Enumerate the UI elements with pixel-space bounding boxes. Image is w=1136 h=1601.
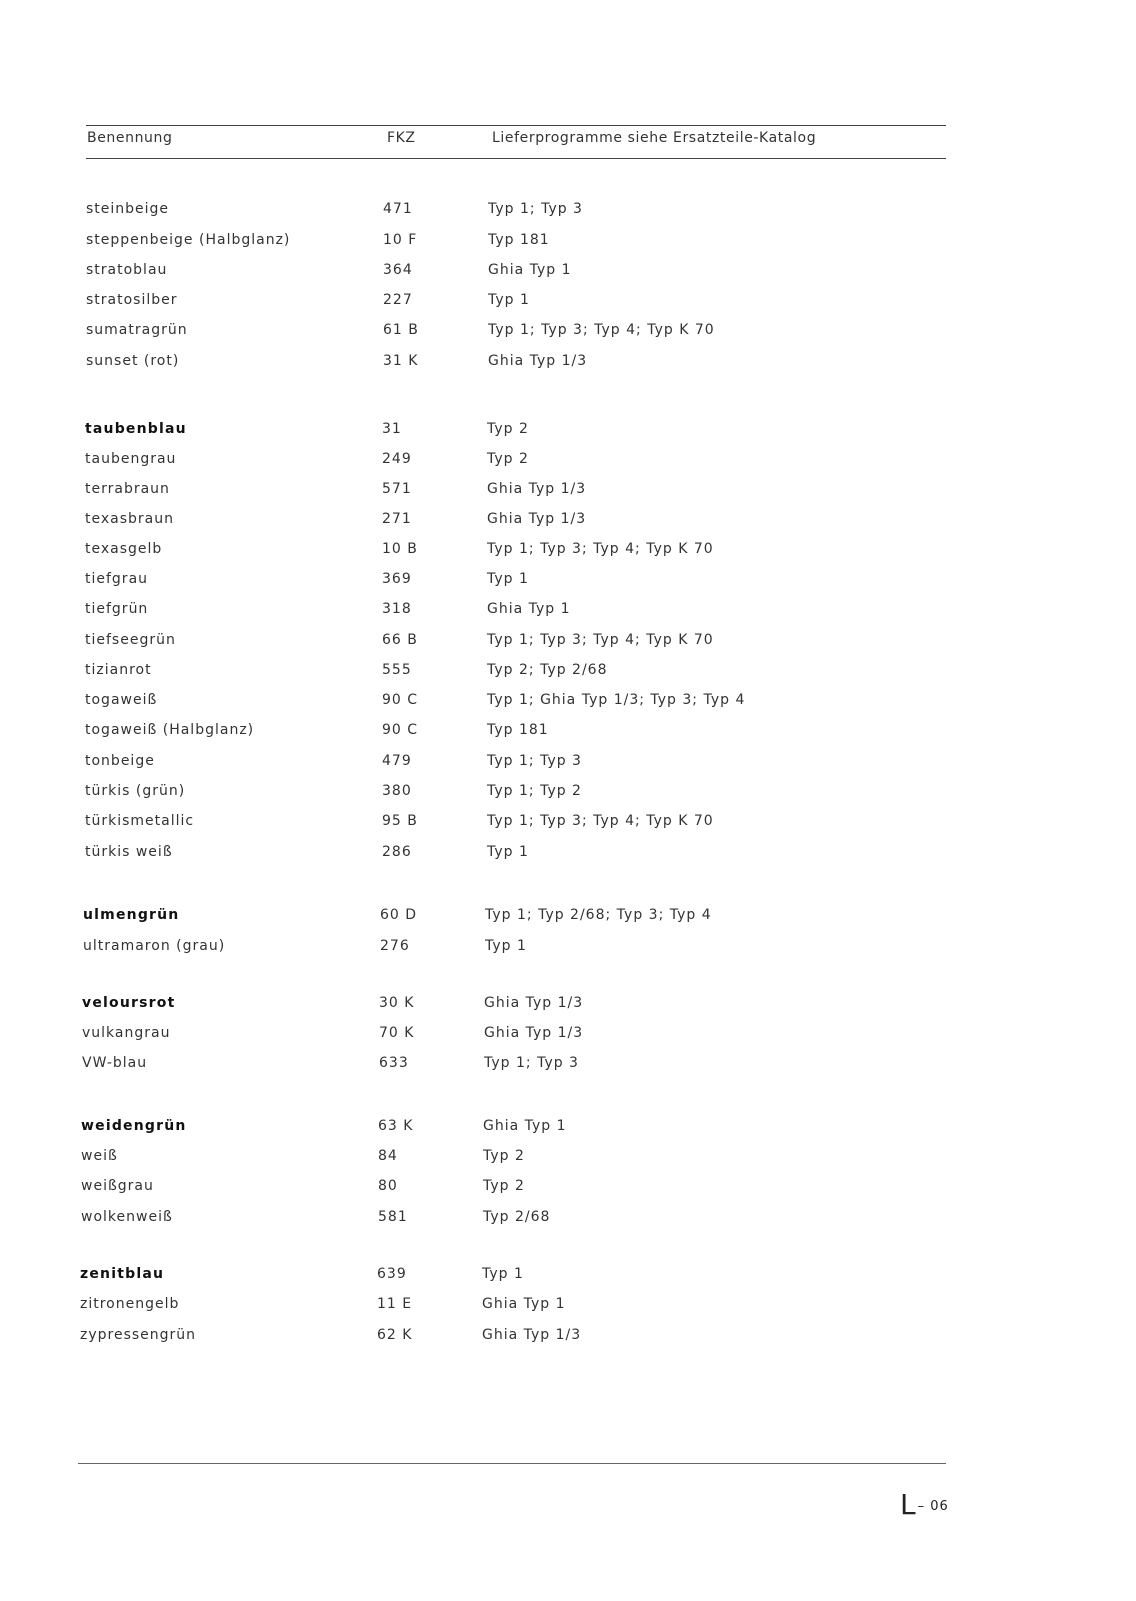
delivery-program: Typ 181	[487, 722, 549, 738]
color-code: 581	[378, 1209, 408, 1225]
color-code: 318	[382, 601, 412, 617]
delivery-program: Typ 2	[483, 1148, 525, 1164]
table-row	[80, 1327, 930, 1349]
color-code: 369	[382, 571, 412, 587]
table-row	[85, 481, 935, 503]
color-name: tiefgrau	[85, 571, 149, 587]
delivery-program: Typ 1; Typ 2	[487, 783, 582, 799]
page-suffix: – 06	[917, 1498, 949, 1514]
delivery-program: Typ 1; Typ 3; Typ 4; Typ K 70	[487, 813, 714, 829]
color-name: türkismetallic	[85, 813, 195, 829]
delivery-program: Typ 1; Typ 3	[487, 753, 582, 769]
color-name: terrabraun	[85, 481, 170, 497]
table-row	[85, 601, 935, 623]
color-code: 364	[383, 262, 413, 278]
table-row	[82, 1025, 932, 1047]
color-code: 555	[382, 662, 412, 678]
table-row	[86, 292, 936, 314]
column-header-program: Lieferprogramme siehe Ersatzteile-Katalog	[492, 130, 817, 146]
table-row	[85, 692, 935, 714]
delivery-program: Typ 1	[482, 1266, 524, 1282]
delivery-program: Typ 1	[487, 844, 529, 860]
delivery-program: Ghia Typ 1	[488, 262, 572, 278]
table-row	[81, 1148, 931, 1170]
column-header-name: Benennung	[87, 130, 173, 146]
delivery-program: Ghia Typ 1/3	[482, 1327, 582, 1343]
color-code: 276	[380, 938, 410, 954]
delivery-program: Typ 1; Ghia Typ 1/3; Typ 3; Typ 4	[487, 692, 746, 708]
bottom-rule	[78, 1463, 946, 1464]
delivery-program: Ghia Typ 1/3	[487, 511, 587, 527]
color-name: sunset (rot)	[86, 353, 180, 369]
color-code: 10 F	[383, 232, 418, 248]
table-row	[86, 322, 936, 344]
table-row	[85, 844, 935, 866]
color-code: 95 B	[382, 813, 418, 829]
delivery-program: Typ 2	[487, 451, 529, 467]
table-row	[86, 353, 936, 375]
table-row	[85, 722, 935, 744]
color-code: 90 C	[382, 722, 419, 738]
section-letter: L	[900, 1488, 916, 1521]
delivery-program: Typ 2	[487, 421, 529, 437]
color-code: 63 K	[378, 1118, 414, 1134]
color-name: taubenblau	[85, 421, 187, 437]
delivery-program: Typ 1; Typ 3; Typ 4; Typ K 70	[487, 632, 714, 648]
table-row	[83, 938, 933, 960]
delivery-program: Ghia Typ 1/3	[487, 481, 587, 497]
delivery-program: Typ 2	[483, 1178, 525, 1194]
color-name: taubengrau	[85, 451, 177, 467]
color-name: togaweiß (Halbglanz)	[85, 722, 255, 738]
top-rule	[86, 125, 946, 126]
color-name: zitronengelb	[80, 1296, 180, 1312]
table-row	[86, 232, 936, 254]
delivery-program: Ghia Typ 1/3	[484, 995, 584, 1011]
color-name: VW-blau	[82, 1055, 148, 1071]
color-code: 633	[379, 1055, 409, 1071]
table-row	[85, 421, 935, 443]
table-row	[85, 783, 935, 805]
table-row	[81, 1118, 931, 1140]
color-code: 380	[382, 783, 412, 799]
delivery-program: Typ 1; Typ 3; Typ 4; Typ K 70	[487, 541, 714, 557]
color-code: 271	[382, 511, 412, 527]
delivery-program: Typ 1	[485, 938, 527, 954]
table-row	[86, 201, 936, 223]
delivery-program: Typ 2/68	[483, 1209, 551, 1225]
color-code: 90 C	[382, 692, 419, 708]
color-name: tizianrot	[85, 662, 152, 678]
color-name: togaweiß	[85, 692, 158, 708]
color-code: 571	[382, 481, 412, 497]
color-code: 10 B	[382, 541, 418, 557]
column-header-code: FKZ	[387, 130, 416, 146]
color-name: ultramaron (grau)	[83, 938, 226, 954]
color-code: 70 K	[379, 1025, 415, 1041]
table-row	[81, 1209, 931, 1231]
delivery-program: Ghia Typ 1/3	[488, 353, 588, 369]
table-row	[85, 753, 935, 775]
color-name: tiefseegrün	[85, 632, 176, 648]
color-name: stratoblau	[86, 262, 168, 278]
color-code: 249	[382, 451, 412, 467]
color-name: weidengrün	[81, 1118, 187, 1134]
delivery-program: Typ 1; Typ 2/68; Typ 3; Typ 4	[485, 907, 712, 923]
delivery-program: Typ 1; Typ 3; Typ 4; Typ K 70	[488, 322, 715, 338]
color-name: zypressengrün	[80, 1327, 197, 1343]
color-name: vulkangrau	[82, 1025, 171, 1041]
color-name: türkis (grün)	[85, 783, 186, 799]
table-row	[85, 451, 935, 473]
delivery-program: Typ 1	[488, 292, 530, 308]
table-row	[85, 541, 935, 563]
delivery-program: Ghia Typ 1	[483, 1118, 567, 1134]
table-row	[80, 1266, 930, 1288]
page-number	[900, 1488, 949, 1521]
color-name: weißgrau	[81, 1178, 154, 1194]
color-name: türkis weiß	[85, 844, 173, 860]
delivery-program: Typ 1; Typ 3	[484, 1055, 579, 1071]
header-rule	[86, 158, 946, 159]
delivery-program: Ghia Typ 1/3	[484, 1025, 584, 1041]
table-row	[80, 1296, 930, 1318]
color-code: 60 D	[380, 907, 418, 923]
color-code: 84	[378, 1148, 398, 1164]
color-code: 471	[383, 201, 413, 217]
color-code: 80	[378, 1178, 398, 1194]
color-code: 30 K	[379, 995, 415, 1011]
delivery-program: Typ 1; Typ 3	[488, 201, 583, 217]
delivery-program: Ghia Typ 1	[487, 601, 571, 617]
color-name: steppenbeige (Halbglanz)	[86, 232, 291, 248]
table-row	[85, 632, 935, 654]
color-name: tonbeige	[85, 753, 155, 769]
color-name: texasgelb	[85, 541, 163, 557]
delivery-program: Typ 181	[488, 232, 550, 248]
table-row	[85, 813, 935, 835]
table-row	[85, 662, 935, 684]
color-name: sumatragrün	[86, 322, 188, 338]
table-row	[81, 1178, 931, 1200]
color-code: 62 K	[377, 1327, 413, 1343]
color-name: wolkenweiß	[81, 1209, 173, 1225]
delivery-program: Typ 2; Typ 2/68	[487, 662, 608, 678]
color-name: tiefgrün	[85, 601, 149, 617]
color-code: 479	[382, 753, 412, 769]
table-row	[82, 1055, 932, 1077]
color-name: ulmengrün	[83, 907, 180, 923]
color-code: 31 K	[383, 353, 419, 369]
table-row	[86, 262, 936, 284]
color-name: steinbeige	[86, 201, 170, 217]
color-code: 11 E	[377, 1296, 413, 1312]
color-code: 639	[377, 1266, 407, 1282]
color-code: 61 B	[383, 322, 419, 338]
color-code: 227	[383, 292, 413, 308]
color-name: weiß	[81, 1148, 118, 1164]
delivery-program: Ghia Typ 1	[482, 1296, 566, 1312]
table-row	[82, 995, 932, 1017]
color-name: stratosilber	[86, 292, 178, 308]
color-name: veloursrot	[82, 995, 176, 1011]
table-row	[85, 511, 935, 533]
color-code: 286	[382, 844, 412, 860]
color-code: 31	[382, 421, 402, 437]
color-name: zenitblau	[80, 1266, 165, 1282]
delivery-program: Typ 1	[487, 571, 529, 587]
table-row	[83, 907, 933, 929]
color-code: 66 B	[382, 632, 418, 648]
table-row	[85, 571, 935, 593]
color-name: texasbraun	[85, 511, 174, 527]
